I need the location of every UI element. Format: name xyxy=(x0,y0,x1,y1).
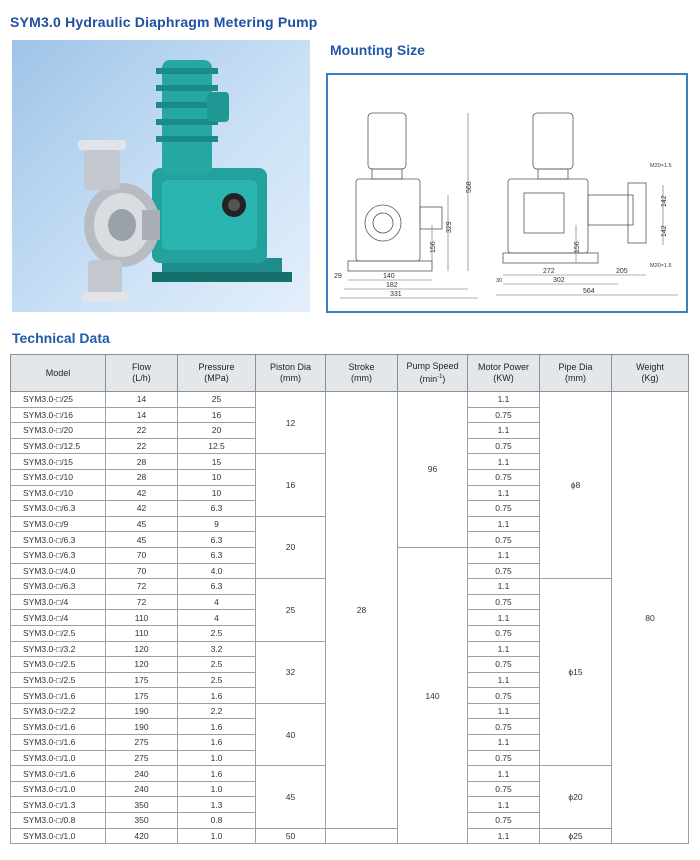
header-flow-text: Flow (L/h) xyxy=(131,362,151,383)
cell-flow: 190 xyxy=(106,719,178,735)
header-stroke-text: Stroke (mm) xyxy=(348,362,375,383)
cell-model: SYM3.0-□/25 xyxy=(11,392,106,408)
technical-data-title: Technical Data xyxy=(12,330,110,346)
cell-flow: 175 xyxy=(106,672,178,688)
pump-photo xyxy=(12,40,310,312)
dim-m20-top: M20×1.5 xyxy=(650,163,672,169)
cell-model: SYM3.0-□/0.8 xyxy=(11,813,106,829)
header-motor-text: Motor Power (KW) xyxy=(477,362,530,383)
header-pipe xyxy=(540,355,612,392)
cell-model: SYM3.0-□/1.6 xyxy=(11,766,106,782)
table-row xyxy=(11,828,689,844)
cell-model: SYM3.0-□/20 xyxy=(11,423,106,439)
cell-model: SYM3.0-□/10 xyxy=(11,469,106,485)
cell-stroke xyxy=(326,828,398,844)
table-header-row xyxy=(11,355,689,392)
table-row xyxy=(11,392,689,408)
cell-motor-power: 1.1 xyxy=(468,703,540,719)
cell-model: SYM3.0-□/4.0 xyxy=(11,563,106,579)
cell-motor-power: 1.1 xyxy=(468,797,540,813)
cell-pressure: 4 xyxy=(178,610,256,626)
cell-pressure: 12.5 xyxy=(178,438,256,454)
cell-model: SYM3.0-□/9 xyxy=(11,516,106,532)
cell-motor-power: 1.1 xyxy=(468,828,540,844)
cell-flow: 42 xyxy=(106,501,178,517)
cell-piston-dia: 45 xyxy=(256,766,326,828)
header-speed-text: Pump Speed (min xyxy=(406,361,459,384)
cell-piston-dia: 40 xyxy=(256,703,326,765)
cell-model: SYM3.0-□/6.3 xyxy=(11,547,106,563)
dim-331: 331 xyxy=(390,291,402,298)
cell-motor-power: 0.75 xyxy=(468,407,540,423)
dim-156: 156 xyxy=(430,241,437,253)
cell-model: SYM3.0-□/6.3 xyxy=(11,501,106,517)
cell-flow: 28 xyxy=(106,469,178,485)
cell-flow: 120 xyxy=(106,657,178,673)
cell-flow: 120 xyxy=(106,641,178,657)
cell-pressure: 9 xyxy=(178,516,256,532)
cell-flow: 275 xyxy=(106,735,178,751)
header-piston xyxy=(256,355,326,392)
cell-flow: 240 xyxy=(106,781,178,797)
cell-pipe-dia: ϕ8 xyxy=(540,392,612,579)
cell-pressure: 10 xyxy=(178,469,256,485)
cell-piston-dia: 25 xyxy=(256,579,326,641)
table-body xyxy=(11,392,689,844)
header-pipe-text: Pipe Dia (mm) xyxy=(558,362,593,383)
cell-pipe-dia: ϕ25 xyxy=(540,828,612,844)
cell-flow: 70 xyxy=(106,563,178,579)
header-weight xyxy=(612,355,689,392)
cell-model: SYM3.0-□/1.0 xyxy=(11,781,106,797)
cell-motor-power: 1.1 xyxy=(468,454,540,470)
cell-pressure: 10 xyxy=(178,485,256,501)
cell-flow: 350 xyxy=(106,797,178,813)
header-pressure xyxy=(178,355,256,392)
cell-motor-power: 1.1 xyxy=(468,579,540,595)
cell-flow: 72 xyxy=(106,579,178,595)
cell-model: SYM3.0-□/1.0 xyxy=(11,750,106,766)
cell-model: SYM3.0-□/10 xyxy=(11,485,106,501)
cell-motor-power: 1.1 xyxy=(468,766,540,782)
cell-model: SYM3.0-□/15 xyxy=(11,454,106,470)
cell-pressure: 15 xyxy=(178,454,256,470)
cell-motor-power: 1.1 xyxy=(468,641,540,657)
cell-model: SYM3.0-□/1.6 xyxy=(11,688,106,704)
cell-model: SYM3.0-□/1.3 xyxy=(11,797,106,813)
cell-flow: 28 xyxy=(106,454,178,470)
header-speed-sup: -1 xyxy=(437,374,443,380)
cell-piston-dia: 12 xyxy=(256,392,326,454)
cell-pressure: 4 xyxy=(178,594,256,610)
cell-pressure: 1.0 xyxy=(178,750,256,766)
header-stroke xyxy=(326,355,398,392)
cell-pressure: 4.0 xyxy=(178,563,256,579)
side-view xyxy=(503,113,646,263)
dim-140: 140 xyxy=(383,273,395,280)
dim-329: 329 xyxy=(446,221,453,233)
cell-pressure: 2.5 xyxy=(178,657,256,673)
dim-302: 302 xyxy=(553,277,565,284)
dim-m20-bottom: M20×1.5 xyxy=(650,263,672,269)
cell-pressure: 16 xyxy=(178,407,256,423)
cell-flow: 175 xyxy=(106,688,178,704)
cell-motor-power: 0.75 xyxy=(468,781,540,797)
cell-flow: 110 xyxy=(106,610,178,626)
cell-model: SYM3.0-□/2.5 xyxy=(11,657,106,673)
header-motor xyxy=(468,355,540,392)
cell-motor-power: 1.1 xyxy=(468,423,540,439)
page-title: SYM3.0 Hydraulic Diaphragm Metering Pump xyxy=(10,14,318,30)
header-model: Model xyxy=(11,355,106,392)
cell-motor-power: 1.1 xyxy=(468,547,540,563)
cell-pressure: 1.6 xyxy=(178,688,256,704)
cell-motor-power: 1.1 xyxy=(468,392,540,408)
cell-piston-dia: 16 xyxy=(256,454,326,516)
cell-model: SYM3.0-□/2.2 xyxy=(11,703,106,719)
cell-pipe-dia: ϕ20 xyxy=(540,766,612,828)
cell-flow: 110 xyxy=(106,625,178,641)
cell-motor-power: 0.75 xyxy=(468,657,540,673)
dim-30: 30 xyxy=(496,278,503,284)
cell-motor-power: 1.1 xyxy=(468,672,540,688)
cell-pressure: 1.6 xyxy=(178,766,256,782)
cell-model: SYM3.0-□/2.5 xyxy=(11,625,106,641)
dim-182: 182 xyxy=(386,282,398,289)
header-pressure-text: Pressure (MPa) xyxy=(198,362,235,383)
cell-flow: 22 xyxy=(106,423,178,439)
cell-motor-power: 0.75 xyxy=(468,438,540,454)
cell-motor-power: 1.1 xyxy=(468,485,540,501)
header-speed-close: ) xyxy=(442,374,446,384)
cell-pressure: 20 xyxy=(178,423,256,439)
cell-model: SYM3.0-□/16 xyxy=(11,407,106,423)
cell-motor-power: 1.1 xyxy=(468,610,540,626)
cell-pressure: 0.8 xyxy=(178,813,256,829)
cell-motor-power: 0.75 xyxy=(468,750,540,766)
cell-motor-power: 0.75 xyxy=(468,594,540,610)
dim-142-lower: 142 xyxy=(661,225,668,237)
cell-flow: 45 xyxy=(106,516,178,532)
cell-model: SYM3.0-□/6.3 xyxy=(11,579,106,595)
cell-flow: 14 xyxy=(106,407,178,423)
cell-weight: 80 xyxy=(612,392,689,844)
cell-motor-power: 0.75 xyxy=(468,563,540,579)
cell-motor-power: 1.1 xyxy=(468,516,540,532)
mounting-size-title: Mounting Size xyxy=(330,42,425,58)
cell-pressure: 6.3 xyxy=(178,547,256,563)
cell-pressure: 25 xyxy=(178,392,256,408)
cell-motor-power: 0.75 xyxy=(468,501,540,517)
cell-model: SYM3.0-□/2.5 xyxy=(11,672,106,688)
header-speed xyxy=(398,355,468,392)
cell-model: SYM3.0-□/4 xyxy=(11,610,106,626)
cell-model: SYM3.0-□/12.5 xyxy=(11,438,106,454)
header-weight-text: Weight (Kg) xyxy=(636,362,664,383)
cell-flow: 240 xyxy=(106,766,178,782)
cell-pressure: 1.6 xyxy=(178,719,256,735)
dim-205: 205 xyxy=(616,268,628,275)
cell-pressure: 2.2 xyxy=(178,703,256,719)
cell-piston-dia: 50 xyxy=(256,828,326,844)
cell-flow: 45 xyxy=(106,532,178,548)
cell-model: SYM3.0-□/6.3 xyxy=(11,532,106,548)
cell-motor-power: 0.75 xyxy=(468,719,540,735)
cell-flow: 275 xyxy=(106,750,178,766)
cell-model: SYM3.0-□/3.2 xyxy=(11,641,106,657)
cell-flow: 70 xyxy=(106,547,178,563)
dim-568: 568 xyxy=(466,181,473,193)
dim-156-right: 156 xyxy=(574,241,581,253)
cell-piston-dia: 20 xyxy=(256,516,326,578)
cell-motor-power: 0.75 xyxy=(468,813,540,829)
cell-flow: 42 xyxy=(106,485,178,501)
cell-motor-power: 0.75 xyxy=(468,625,540,641)
cell-pressure: 3.2 xyxy=(178,641,256,657)
cell-flow: 14 xyxy=(106,392,178,408)
cell-stroke: 28 xyxy=(326,392,398,829)
cell-motor-power: 1.1 xyxy=(468,735,540,751)
cell-pressure: 2.5 xyxy=(178,672,256,688)
cell-flow: 350 xyxy=(106,813,178,829)
pump-illustration xyxy=(12,40,310,312)
front-view xyxy=(348,113,442,271)
cell-motor-power: 0.75 xyxy=(468,688,540,704)
cell-flow: 190 xyxy=(106,703,178,719)
dim-142-upper: 142 xyxy=(661,195,668,207)
header-flow xyxy=(106,355,178,392)
cell-flow: 72 xyxy=(106,594,178,610)
cell-piston-dia: 32 xyxy=(256,641,326,703)
header-piston-text: Piston Dia (mm) xyxy=(269,362,312,383)
cell-pressure: 1.0 xyxy=(178,781,256,797)
cell-pressure: 6.3 xyxy=(178,501,256,517)
cell-model: SYM3.0-□/1.6 xyxy=(11,735,106,751)
cell-flow: 420 xyxy=(106,828,178,844)
cell-motor-power: 0.75 xyxy=(468,469,540,485)
dim-272: 272 xyxy=(543,268,555,275)
technical-data-table xyxy=(10,354,689,844)
cell-pump-speed: 96 xyxy=(398,392,468,548)
cell-pressure: 1.0 xyxy=(178,828,256,844)
mounting-drawing-svg xyxy=(328,75,686,311)
cell-flow: 22 xyxy=(106,438,178,454)
cell-model: SYM3.0-□/1.6 xyxy=(11,719,106,735)
cell-pipe-dia: ϕ15 xyxy=(540,579,612,766)
cell-motor-power: 0.75 xyxy=(468,532,540,548)
cell-pump-speed: 140 xyxy=(398,547,468,843)
cell-pressure: 6.3 xyxy=(178,532,256,548)
dim-564: 564 xyxy=(583,288,595,295)
cell-model: SYM3.0-□/1.0 xyxy=(11,828,106,844)
cell-model: SYM3.0-□/4 xyxy=(11,594,106,610)
mounting-drawing xyxy=(326,73,688,313)
cell-pressure: 1.3 xyxy=(178,797,256,813)
cell-pressure: 6.3 xyxy=(178,579,256,595)
cell-pressure: 2.5 xyxy=(178,625,256,641)
cell-pressure: 1.6 xyxy=(178,735,256,751)
dim-29: 29 xyxy=(334,273,342,280)
